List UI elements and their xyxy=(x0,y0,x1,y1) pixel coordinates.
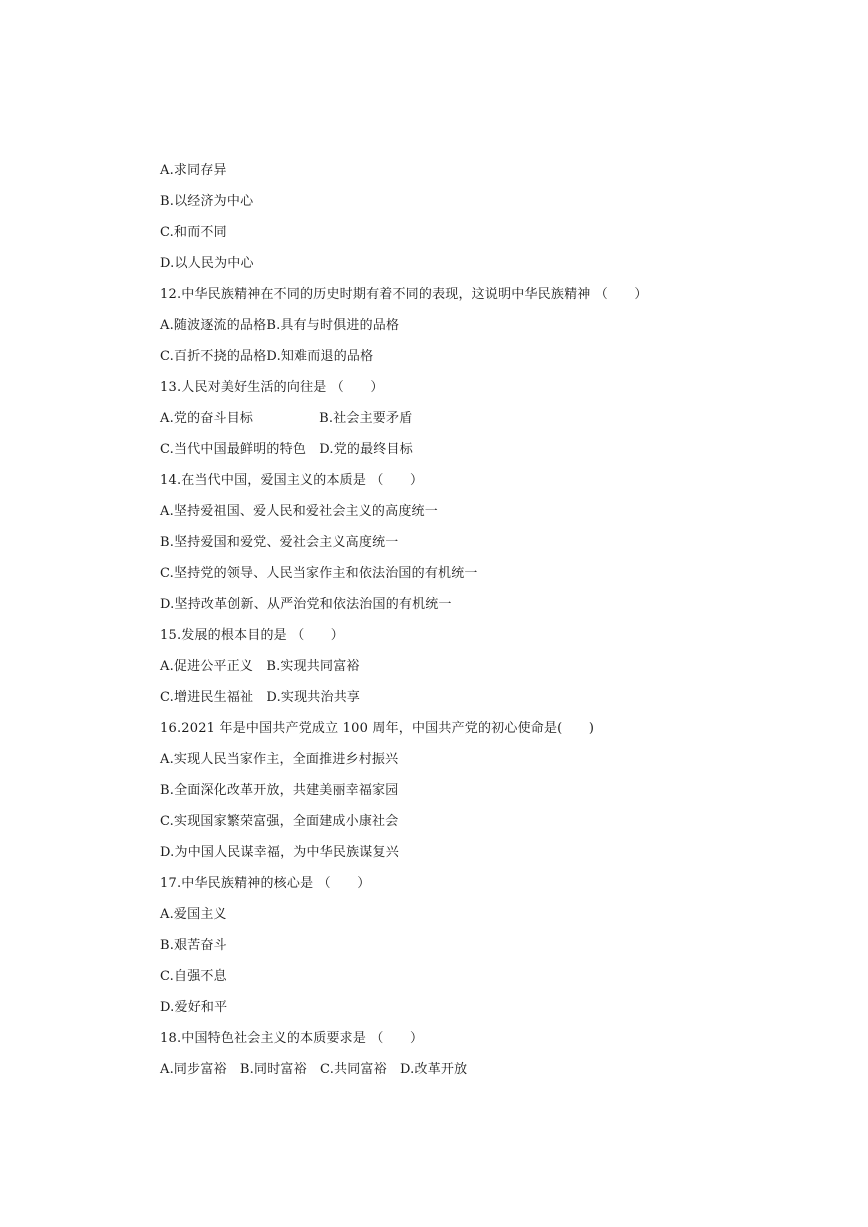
question-14: 14.在当代中国，爱国主义的本质是 （ ） xyxy=(160,473,424,488)
question-12: 12.中华民族精神在不同的历史时期有着不同的表现，这说明中华民族精神 （ ） xyxy=(160,287,648,302)
option-14-a: A.坚持爱祖国、爱人民和爱社会主义的高度统一 xyxy=(160,504,438,519)
option-16-b: B.全面深化改革开放，共建美丽幸福家园 xyxy=(160,783,399,798)
option-11-d: D.以人民为中心 xyxy=(160,256,254,271)
question-list xyxy=(160,155,820,1085)
option-14-b: B.坚持爱国和爱党、爱社会主义高度统一 xyxy=(160,535,399,550)
options-13-cd: C.当代中国最鲜明的特色 D.党的最终目标 xyxy=(160,442,413,457)
option-16-a: A.实现人民当家作主，全面推进乡村振兴 xyxy=(160,752,399,767)
question-17: 17.中华民族精神的核心是 （ ） xyxy=(160,876,371,891)
options-15-cd: C.增进民生福祉 D.实现共治共享 xyxy=(160,690,361,705)
option-11-a: A.求同存异 xyxy=(160,163,227,178)
option-17-b: B.艰苦奋斗 xyxy=(160,938,227,953)
options-12-ab: A.随波逐流的品格B.具有与时俱进的品格 xyxy=(160,318,400,333)
option-14-d: D.坚持改革创新、从严治党和依法治国的有机统一 xyxy=(160,597,452,612)
option-11-c: C.和而不同 xyxy=(160,225,227,240)
option-16-c: C.实现国家繁荣富强，全面建成小康社会 xyxy=(160,814,399,829)
options-13-ab: A.党的奋斗目标 B.社会主要矛盾 xyxy=(160,411,413,426)
options-18: A.同步富裕 B.同时富裕 C.共同富裕 D.改革开放 xyxy=(160,1062,468,1077)
question-15: 15.发展的根本目的是 （ ） xyxy=(160,628,345,643)
option-17-d: D.爱好和平 xyxy=(160,1000,228,1015)
option-14-c: C.坚持党的领导、人民当家作主和依法治国的有机统一 xyxy=(160,566,478,581)
options-12-cd: C.百折不挠的品格D.知难而退的品格 xyxy=(160,349,374,364)
question-13: 13.人民对美好生活的向往是 （ ） xyxy=(160,380,384,395)
question-18: 18.中国特色社会主义的本质要求是 （ ） xyxy=(160,1031,424,1046)
option-17-a: A.爱国主义 xyxy=(160,907,227,922)
option-11-b: B.以经济为中心 xyxy=(160,194,254,209)
options-15-ab: A.促进公平正义 B.实现共同富裕 xyxy=(160,659,360,674)
option-17-c: C.自强不息 xyxy=(160,969,227,984)
option-16-d: D.为中国人民谋幸福，为中华民族谋复兴 xyxy=(160,845,399,860)
question-16: 16.2021 年是中国共产党成立 100 周年，中国共产党的初心使命是( ) xyxy=(160,721,595,736)
